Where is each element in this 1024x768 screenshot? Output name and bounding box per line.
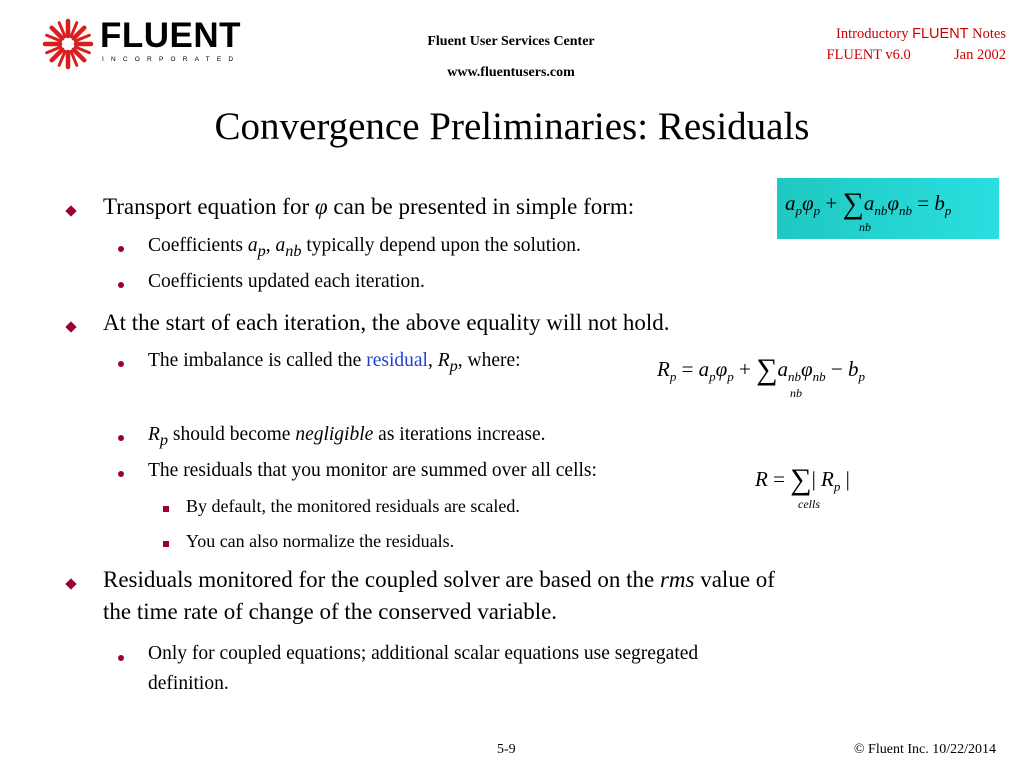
course-label: Introductory xyxy=(836,26,909,42)
fluent-logo xyxy=(42,16,242,74)
bullet-summed-over-cells: The residuals that you monitor are summed over all cells: xyxy=(148,460,597,481)
total-residual-equation: R = ∑| $R_p$ | xyxy=(755,463,850,496)
header-right xyxy=(780,24,1006,66)
notes-label: Notes xyxy=(972,26,1006,42)
product-label: FLUENT xyxy=(912,26,969,42)
diamond-bullet-icon xyxy=(65,578,76,589)
diamond-bullet-icon xyxy=(65,205,76,216)
logo-subtitle: INCORPORATED xyxy=(102,56,241,63)
residual-link[interactable]: residual xyxy=(366,350,428,371)
residual-equation: $R_p = a_p\varphi_p + \sum a_{nb}\varphi_{nb} - b_p$ xyxy=(657,353,865,386)
header-center-line2: www.fluentusers.com xyxy=(447,65,575,80)
logo-name: FLUENT xyxy=(100,16,242,55)
version-label: FLUENT v6.0 xyxy=(826,47,911,63)
round-bullet-icon xyxy=(118,471,124,477)
bullet-scaled-residuals: By default, the monitored residuals are scaled. xyxy=(186,496,520,516)
bullet-transport-equation: Transport equation for φ can be presented in simple form: xyxy=(103,194,635,219)
round-bullet-icon xyxy=(118,246,124,252)
sum-subscript-cells: cells xyxy=(798,497,820,511)
bullet-coupled-only-line2: definition. xyxy=(148,673,229,694)
transport-equation: $a_p\varphi_p + \sum a_{nb}\varphi_{nb} = b_p$ xyxy=(785,187,952,220)
round-bullet-icon xyxy=(118,435,124,441)
bullet-coefficients-updated: Coefficients updated each iteration. xyxy=(148,271,425,292)
diamond-bullet-icon xyxy=(65,321,76,332)
square-bullet-icon xyxy=(163,506,169,512)
sum-subscript-nb: nb xyxy=(859,220,871,234)
bullet-coupled-solver-rms: Residuals monitored for the coupled solver are based on the rms value of xyxy=(103,567,775,592)
round-bullet-icon xyxy=(118,655,124,661)
round-bullet-icon xyxy=(118,361,124,367)
header-right-line2 xyxy=(780,45,1006,66)
header-center xyxy=(380,26,642,88)
sum-subscript-nb: nb xyxy=(790,386,802,400)
copyright: © Fluent Inc. 10/22/2014 xyxy=(853,742,996,757)
bullet-coefficients-depend: Coefficients $a_p$, $a_{nb}$ typically depend upon the solution. xyxy=(148,235,581,260)
fluent-starburst-icon xyxy=(42,18,94,70)
transport-equation-box xyxy=(777,178,999,239)
header-right-line1 xyxy=(780,24,1006,45)
date-label: Jan 2002 xyxy=(954,47,1006,63)
bullet-imbalance-residual: The imbalance is called the residual, $R_p$, where: xyxy=(148,350,521,375)
round-bullet-icon xyxy=(118,282,124,288)
bullet-coupled-only: Only for coupled equations; additional scalar equations use segregated xyxy=(148,643,699,664)
bullet-coupled-solver-rms-line2: the time rate of change of the conserved variable. xyxy=(103,599,558,624)
slide-title: Convergence Preliminaries: Residuals xyxy=(214,105,810,148)
bullet-equality-not-hold: At the start of each iteration, the above equality will not hold. xyxy=(103,310,670,335)
square-bullet-icon xyxy=(163,541,169,547)
page-number: 5-9 xyxy=(497,742,516,757)
bullet-negligible: $R_p$ should become negligible as iterations increase. xyxy=(148,424,546,449)
phi-symbol: φ xyxy=(314,194,328,219)
header-center-line1: Fluent User Services Center xyxy=(427,34,595,49)
bullet-normalize-residuals: You can also normalize the residuals. xyxy=(186,531,455,551)
